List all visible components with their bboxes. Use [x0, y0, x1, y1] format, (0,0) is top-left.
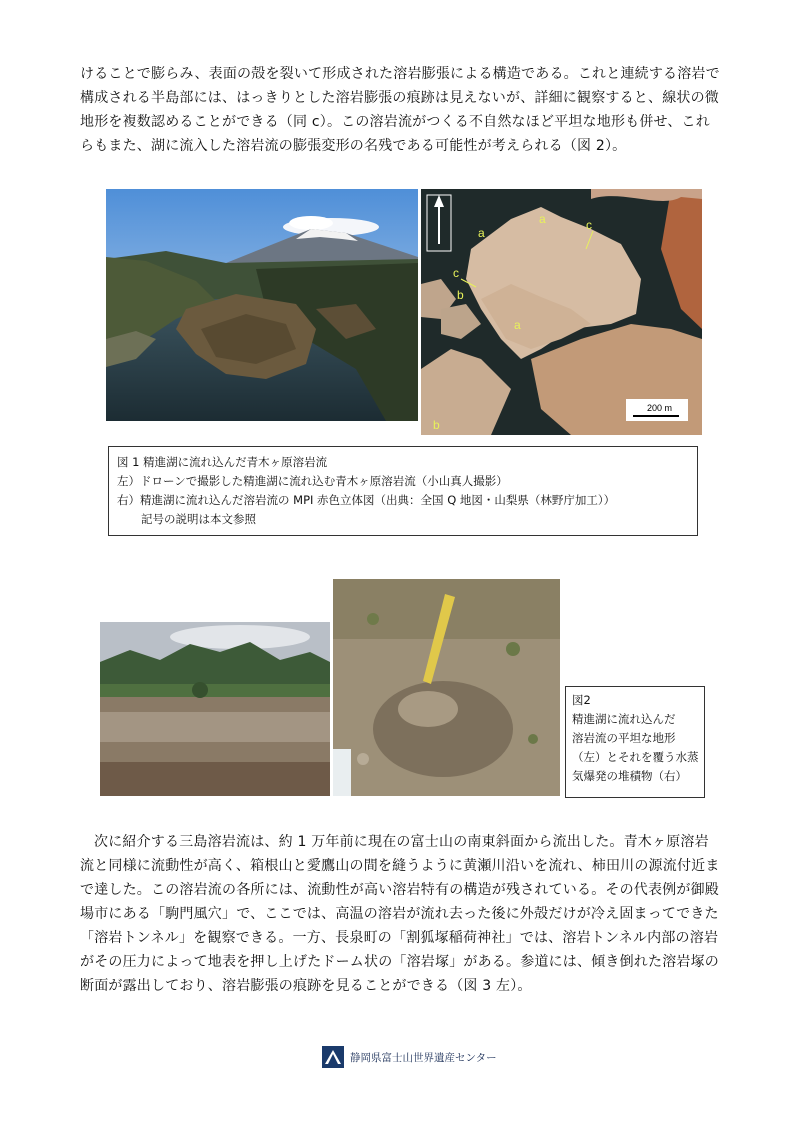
fuji-center-logo-icon — [322, 1046, 344, 1068]
map-scale-label: 200 m — [647, 403, 673, 413]
steam-explosion-deposit-photo — [333, 579, 560, 796]
figure-2-caption — [565, 686, 705, 798]
figure-2-caption-line: 気爆発の堆積物（右） — [572, 769, 687, 783]
map-label-c: c — [453, 266, 459, 280]
flat-lava-terrain-photo — [100, 622, 330, 796]
figure-2-caption-line: 図2 — [572, 693, 591, 707]
map-label-b: b — [433, 418, 440, 432]
drone-photo-aokigahara-lava — [106, 189, 418, 421]
map-label-a: a — [539, 212, 546, 226]
mpi-red-relief-map — [421, 189, 702, 435]
body-paragraph-2: 次に紹介する三島溶岩流は、約 1 万年前に現在の富士山の南東斜面から流出した。青木ヶ原溶岩流と同様に流動性が高く、箱根山と愛鷹山の間を縫うように黄瀬川沿いを流れ、柿田川の源流付近まで達した。この溶岩流の各所には、流動性が高い溶岩特有の構造が残されている。その代表例が御殿場市にある「駒門風穴」で、ここでは、高温の溶岩が流れ去った後に外殻だけが冷え固まってできた「溶岩トンネル」を観察できる。一方、長泉町の「割狐塚稲荷神社」では、溶岩トンネル内部の溶岩がその圧力によって地表を押し上げたドーム状の「溶岩塚」がある。参道には、傾き倒れた溶岩塚の断面が露出しており、溶岩膨張の痕跡を見ることができる（図 3 左）。 — [80, 834, 720, 994]
figure-2-caption-line: 精進湖に流れ込んだ — [572, 712, 676, 726]
figure-2-caption-line: 溶岩流の平坦な地形 — [572, 731, 676, 745]
footer-organization: 静岡県富士山世界遺産センター — [350, 1051, 497, 1064]
figure-2-caption-line: （左）とそれを覆う水蒸 — [572, 750, 699, 764]
map-label-a: a — [478, 226, 485, 240]
figure-1-caption-right: 右）精進湖に流れ込んだ溶岩流の MPI 赤色立体図（出典：全国 Q 地図・山梨県（林野庁加工）） — [117, 493, 616, 507]
body-paragraph-1: けることで膨らみ、表面の殻を裂いて形成された溶岩膨張による構造である。これと連続する溶岩で構成される半島部には、はっきりとした溶岩膨張の痕跡は見えないが、詳細に観察すると、線状の微地形を複数認めることができる（同 c）。この溶岩流がつくる不自然なほど平坦な地形も併せ、これらもまた、湖に流入した溶岩流の膨張変形の名残である可能性が考えられる（図 2）。 — [80, 66, 720, 154]
figure-1-caption-left: 左）ドローンで撮影した精進湖に流れ込む青木ヶ原溶岩流（小山真人撮影） — [117, 474, 508, 488]
page-footer — [322, 1045, 497, 1069]
figure-1-caption-note: 記号の説明は本文参照 — [141, 512, 256, 526]
figure-1-caption-title: 図 1 精進湖に流れ込んだ青木ヶ原溶岩流 — [117, 455, 328, 469]
map-label-b: b — [457, 288, 464, 302]
map-label-c: c — [586, 218, 592, 232]
map-label-a: a — [514, 318, 521, 332]
figure-1-caption — [108, 446, 698, 536]
